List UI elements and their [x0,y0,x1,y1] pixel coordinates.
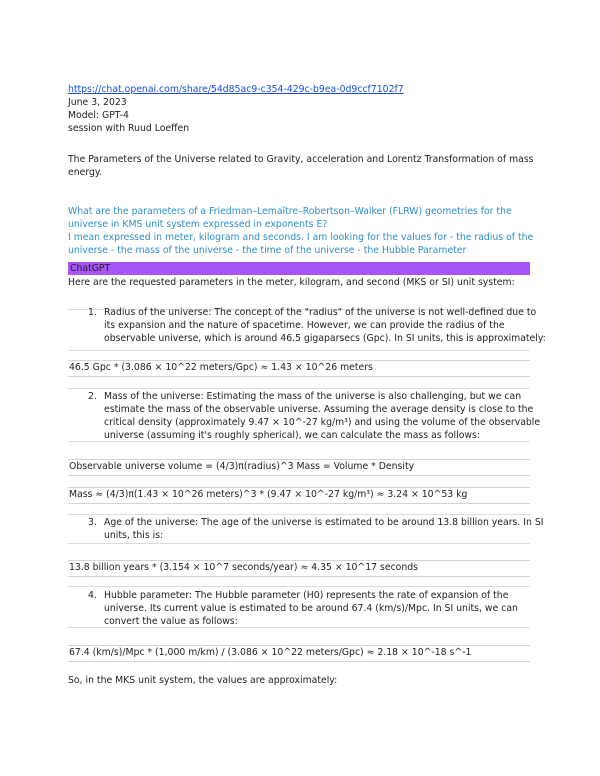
list-item-number: 1. [88,307,97,318]
session-text: session with Ruud Loeffen [68,123,190,134]
list-item-number: 2. [88,391,97,402]
list-item-number: 4. [88,590,97,601]
list-item-text: units, this is: [104,530,164,541]
list-item-text: estimate the mass of the observable universe. Assuming the average density is close to the [104,404,534,415]
question-line: universe in KMS unit system expressed in exponents E? [68,219,328,230]
list-item-text: Age of the universe: The age of the universe is estimated to be around 13.8 billion years. In SI [104,517,544,528]
list-item-text: universe (assuming it's roughly spherical), we can calculate the mass as follows: [104,430,480,441]
list-item-text: Hubble parameter: The Hubble parameter (H0) represents the rate of expansion of the [104,590,509,601]
list-item-text: its expansion and the nature of spacetime. However, we can provide the radius of the [104,320,505,331]
calculation-line: Observable universe volume = (4/3)π(radius)^3 Mass = Volume * Density [68,459,530,476]
share-link[interactable]: https://chat.openai.com/share/54d85ac9-c354-429c-b9ea-0d9ccf7102f7 [68,84,404,95]
question-line: I mean expressed in meter, kilogram and seconds. I am looking for the values for - the radius of the [68,232,534,243]
calculation-line: 46.5 Gpc * (3.086 × 10^22 meters/Gpc) ≈ 1.43 × 10^26 meters [68,360,530,377]
model-text: Model: GPT-4 [68,110,129,121]
question-line: universe - the mass of the universe - the time of the universe - the Hubble Parameter [68,245,467,256]
calculation-line: 13.8 billion years * (3.154 × 10^7 seconds/year) ≈ 4.35 × 10^17 seconds [68,560,530,577]
list-item-number: 3. [88,517,97,528]
list-item-text: Radius of the universe: The concept of the "radius" of the universe is not well-defined due to [104,307,537,318]
question-line: What are the parameters of a Friedman–Lemaître–Robertson–Walker (FLRW) geometries for the [68,206,512,217]
intro-line: The Parameters of the Universe related to Gravity, acceleration and Lorentz Transformation of mass [68,154,534,165]
calculation-line: Mass ≈ (4/3)π(1.43 × 10^26 meters)^3 * (9.47 × 10^-27 kg/m³) ≈ 3.24 × 10^53 kg [68,487,530,504]
list-item-text: universe. Its current value is estimated to be around 67.4 (km/s)/Mpc. In SI units, we can [104,603,518,614]
date-text: June 3, 2023 [68,97,127,108]
list-item-text: critical density (approximately 9.47 × 10^-27 kg/m³) and using the volume of the observable [104,417,541,428]
intro-line: energy. [68,167,103,178]
list-item-text: Mass of the universe: Estimating the mass of the universe is also challenging, but we can [104,391,522,402]
calculation-line: 67.4 (km/s)/Mpc * (1,000 m/km) / (3.086 × 10^22 meters/Gpc) ≈ 2.18 × 10^-18 s^-1 [68,645,530,662]
list-item-text: observable universe, which is around 46.5 gigaparsecs (Gpc). In SI units, this is approximately: [104,333,546,344]
chatgpt-label: ChatGPT [70,263,111,274]
summary-line: So, in the MKS unit system, the values are approximately: [68,675,338,686]
list-item-text: convert the value as follows: [104,616,238,627]
answer-intro: Here are the requested parameters in the meter, kilogram, and second (MKS or SI) unit system: [68,277,515,288]
chatgpt-label-bar [68,262,530,275]
